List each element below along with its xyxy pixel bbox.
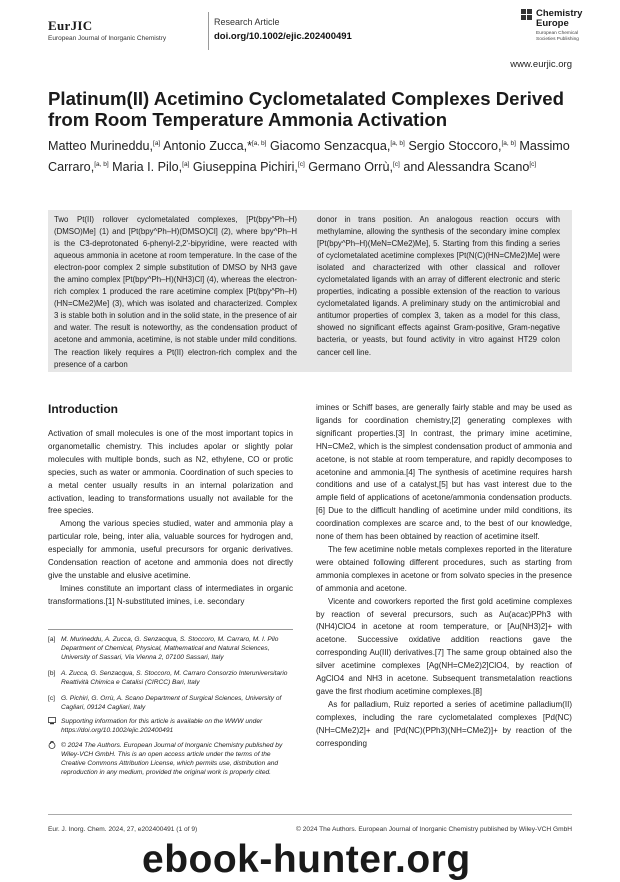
- author-affiliation: [a, b]: [94, 160, 109, 168]
- doi-link[interactable]: doi.org/10.1002/ejic.202400491: [214, 31, 352, 42]
- author-name: Antonio Zucca,*: [163, 139, 252, 154]
- footer-divider: [48, 814, 572, 815]
- publisher-name-1: Chemistry: [536, 8, 583, 19]
- author-affiliation: [c]: [297, 160, 305, 168]
- footnote-divider: [48, 629, 293, 630]
- section-heading-introduction: Introduction: [48, 402, 118, 416]
- publisher-name-2: Europe: [536, 18, 569, 29]
- supporting-info-icon: [48, 717, 56, 725]
- publisher-logo: [521, 9, 581, 49]
- footnote-c: [48, 694, 293, 714]
- author-affiliation: [a, b]: [251, 140, 267, 147]
- author-affiliation: [a]: [153, 140, 161, 147]
- footnote-text: G. Pichiri, G. Orrù, A. Scano Department of Surgical Sciences, University of Cagliari, 09124 Cagliari, Italy: [61, 695, 282, 711]
- author-name: Giuseppina Pichiri,: [192, 159, 298, 174]
- author-name: Giacomo Senzacqua,: [269, 139, 391, 154]
- body-column-left: [48, 428, 293, 609]
- author-affiliation: [a, b]: [390, 140, 405, 147]
- journal-logo: EurJIC: [48, 18, 93, 33]
- paragraph: Among the various species studied, water and ammonia play a particular role, being, inter alia, valuable sources for hydrogen and, especially for ammonia, useful precursors for organic derivatives. Condensation reaction of acetone and ammonia does not directly give the unstable and elusive acetimine.: [48, 519, 293, 580]
- author-name: Matteo Murineddu,: [48, 139, 154, 154]
- body-column-right: [316, 402, 572, 750]
- footnote-text[interactable]: Supporting information for this article is available on the WWW under https://doi.org/10.1002/ejic.202400491: [61, 718, 263, 734]
- paragraph: The few acetimine noble metals complexes reported in the literature were obtained following different procedures, such as starting from ammonia complexes in acetone or from solvato species in the presence of ammonia and acetone.: [316, 544, 572, 593]
- open-access-icon: [48, 741, 56, 749]
- footnote-supporting-info: [48, 717, 293, 737]
- citation-footer: Eur. J. Inorg. Chem. 2024, 27, e202400491 (1 of 9): [48, 826, 198, 833]
- author-affiliation: [a]: [182, 160, 190, 168]
- author-name: Alessandra Scano: [427, 159, 530, 174]
- author-affiliation: [c]: [392, 160, 400, 168]
- abstract-box: [48, 210, 572, 372]
- abstract-column-2: donor in trans position. An analogous reaction occurs with methylamine, allowing the synthesis of the secondary imine complex [Pt(bpy^Ph–H)(MeN=CMe2)Me], 5. Starting from this finding a series of cyclometalated acetimine complexes [Pt(N(C)(HN=CMe2)Me] were isolated and characterized with other classical and rollover cyclometalated ligands with an array of different electronic and steric properties, indicating a possible extension of the reaction to various cyclometalated ligands. A preliminary study on the antimicrobial and antitumor properties of complex 3, taken as a model for this class, showed no significant effects against Gram-positive, Gram-negative bacteria, or yeasts, but found activity in vitro against HT29 colon cancer cell line.: [317, 215, 560, 357]
- journal-full-name: European Journal of Inorganic Chemistry: [48, 35, 167, 42]
- footnote-label: [c]: [48, 695, 55, 702]
- author-affiliation: [c]: [529, 160, 537, 168]
- footnote-text: M. Murineddu, A. Zucca, G. Senzacqua, S. Stoccoro, M. Carraro, M. I. Pilo Department of Chemical, Physical, Mathematical and Natural Sciences, University of Sassari, Via Vienna 2, 07100 Sassari, Italy: [61, 636, 279, 661]
- publisher-mark-icon: [521, 9, 533, 21]
- footnote-b: [48, 669, 293, 689]
- footnote-text: © 2024 The Authors. European Journal of Inorganic Chemistry published by Wiley-VCH GmbH. This is an open access article under the terms of the Creative Commons Attribution License, which permits use, distribution and reproduction in any medium, provided the original work is properly cited.: [61, 742, 283, 776]
- abstract-column-1: Two Pt(II) rollover cyclometalated complexes, [Pt(bpy^Ph–H)(DMSO)Me] (1) and [Pt(bpy^Ph–H)(DMSO)Cl] (2), where bpy^Ph–H is the C3-deprotonated 6-phenyl-2,2'-bipyridine, were reacted with aqueous ammonia in acetone at room temperature. In the case of the electron-poor complex 2 simple substitution of DMSO by NH3 gave the amino complex [Pt(bpy^Ph–H)(NH3)Cl] (4), whereas the electron-rich complex 1 produced the rare acetimine complex [Pt(bpy^Ph–H)(HN=CMe2)Me] (3), which was isolated and characterized. Complex 3 is stable both in solution and in the solid state, in the presence of air and water. The result is noteworthy, as the condensation product of acetone and ammonia, acetimine, is not stable under mild conditions. The reaction likely requires a Pt(II) electron-rich complex and the presence of a carbon: [54, 215, 297, 369]
- paragraph: Vicente and coworkers reported the first gold acetimine complexes by reaction of several precursors, such as Au(acac)PPh3 with (NH4)ClO4 in acetone at room temperature, or [Au(NH3)2]+ with acetone. Successive oxidative addition reactions gave the corresponding Au(III) derivatives.[7] The same group obtained also the silver acetimine complexes [Ag(NH=CMe2)2]ClO4, by reaction of AgClO4 and NH3 in acetone. Subsequent transmetalation reactions gave the first rhodium acetimine complexes.[8]: [316, 596, 572, 696]
- footnote-label: [b]: [48, 670, 56, 677]
- author-name: Maria I. Pilo,: [112, 159, 183, 174]
- footnote-text: A. Zucca, G. Senzacqua, S. Stoccoro, M. Carraro Consorzio Interuniversitario Reattività Chimica e Catalisi (CIRCC) Bari, Italy: [61, 670, 288, 686]
- footnote-label: [a]: [48, 636, 56, 643]
- footnote-license: [48, 741, 293, 786]
- footnote-a: [48, 635, 293, 665]
- publisher-subtitle: European Chemical Societies Publishing: [536, 31, 579, 42]
- paragraph: Activation of small molecules is one of the most important topics in organometallic chemistry. This includes apolar or slightly polar molecules with multiple bonds, such as N2, ethylene, CO or protic species, such as water or ammonia. Coordination of such species to a metal center usually results in an internal polarization and activation, leading to transformations usually not available for the free species.: [48, 429, 293, 516]
- paragraph: Imines constitute an important class of intermediates in organic transformations.[1] N-substituted imines, i.e. secondary: [48, 583, 293, 606]
- article-type: Research Article: [214, 17, 280, 27]
- header-divider: [208, 12, 209, 50]
- author-name: and: [403, 159, 425, 174]
- author-list: [48, 135, 578, 176]
- author-name: Sergio Stoccoro,: [408, 139, 502, 154]
- article-title: Platinum(II) Acetimino Cyclometalated Complexes Derived from Room Temperature Ammonia Activation: [48, 88, 564, 130]
- journal-website[interactable]: www.eurjic.org: [510, 59, 572, 70]
- paragraph: As for palladium, Ruiz reported a series of acetimine palladium(II) complexes, including the rare cyclometalated complexes [Pd(NC)(NH=CMe2)2]+ and [Pd(NC)(PPh3)(NH=CMe2)]+ by reaction of the corresponding: [316, 699, 572, 748]
- author-name: Germano Orrù,: [308, 159, 393, 174]
- copyright-footer: © 2024 The Authors. European Journal of Inorganic Chemistry published by Wiley-VCH GmbH: [296, 826, 572, 833]
- author-affiliation: [a, b]: [501, 140, 516, 147]
- author-name: Massimo Carraro,: [48, 139, 570, 174]
- watermark: ebook-hunter.org: [142, 838, 471, 881]
- paragraph: imines or Schiff bases, are generally fairly stable and may be used as ligands for coordination chemistry,[2] generating complexes with significant properties.[3] In contrast, the primary imine acetimine, HN=CMe2, which is the simplest condensation product of ammonia and acetone, is not stable at room temperature, and rapidly decomposes to acetonine and ammonia.[4] The synthesis of acetimine requires harsh conditions and use of a catalyst,[5] but has vast interest due to the ample field of applications of acetone/ammonia condensation products.[6] Due to the difficult handling of acetimine under mild conditions, its coordination complexes are scarce and, to the best of our knowledge, none of them has been obtained by reaction of acetimine itself.: [316, 403, 572, 542]
